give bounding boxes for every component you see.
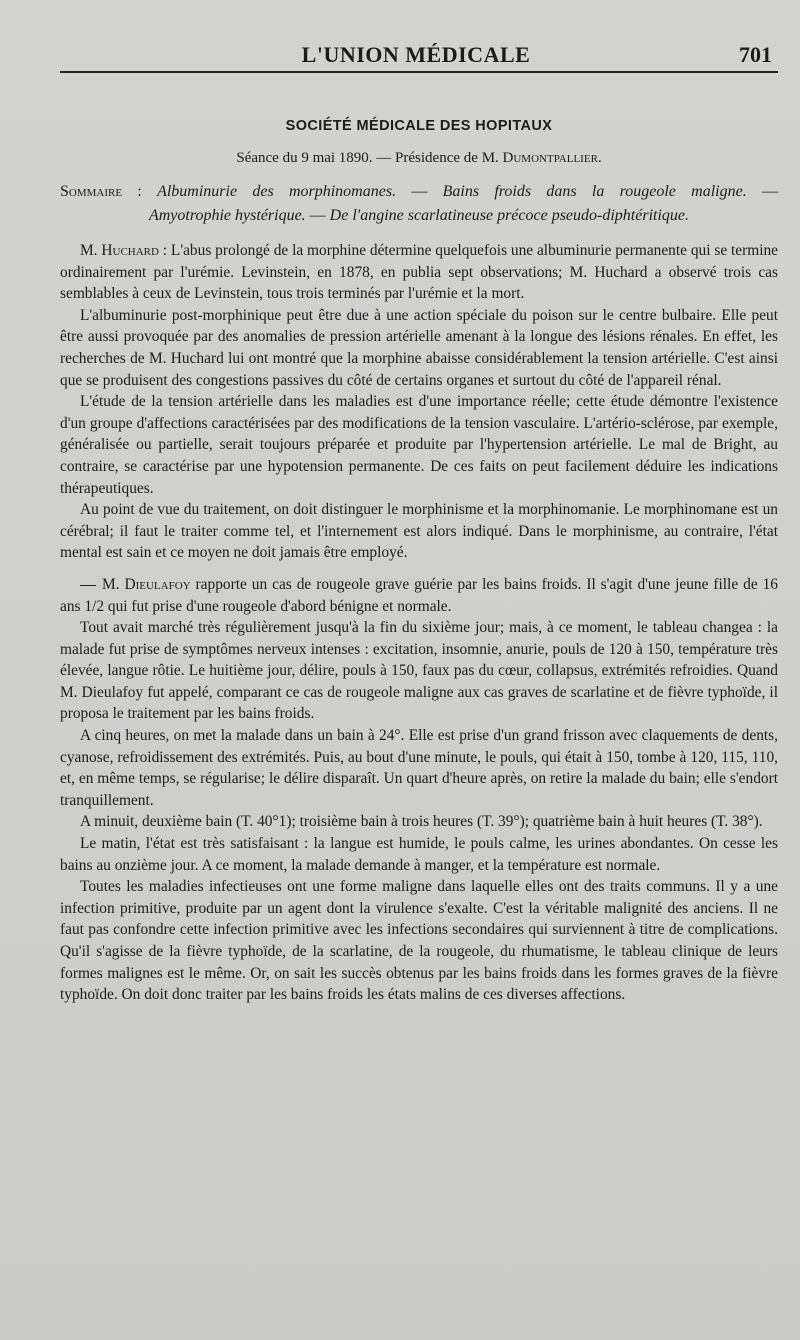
summary-dash-2: — <box>746 183 778 200</box>
paragraph-5 <box>60 574 778 617</box>
summary-block <box>60 180 778 228</box>
paragraph-6: Tout avait marché très régulièrement jusqu'à la fin du sixième jour; mais, à ce moment, le tableau changea : la malade fut prise de symptômes nerveux intenses : excitation, insomnie, anurie, pouls de 120 à 150, température très élevée, langue rôtie. Le huitième jour, délire, pouls à 150, faux pas du cœur, collapsus, extrémités refroidies. Quand M. Dieulafoy fut appelé, comparant ce cas de rougeole maligne aux cas graves de scarlatine et de fièvre typhoïde, il proposa le traitement par les bains froids. <box>60 619 778 723</box>
speaker-huchard: M. Huchard <box>80 242 159 259</box>
session-prefix: Séance du 9 mai 1890. — Présidence de M. <box>236 150 499 166</box>
paragraph-8: A minuit, deuxième bain (T. 40°1); troisième bain à trois heures (T. 39°); quatrième bain à huit heures (T. 38°). <box>80 813 763 831</box>
article-body <box>60 240 778 1006</box>
summary-dash-1: — <box>396 183 443 200</box>
summary-line-1 <box>60 180 778 204</box>
session-line <box>60 150 778 167</box>
summary-topic-2: Bains froids dans la rougeole maligne. <box>442 183 747 200</box>
summary-line-2 <box>60 204 778 228</box>
summary-topic-1: Albuminurie des morphinomanes. <box>157 183 397 200</box>
page-number: 701 <box>739 42 772 67</box>
paragraph-4: Au point de vue du traitement, on doit distinguer le morphinisme et la morphinomanie. Le morphinomane est un cérébral; il faut le traiter comme tel, et l'internement est alors indiqué. Dans le morphinisme, au contraire, l'état mental est sain et ce moyen ne doit jamais être employé. <box>60 501 778 562</box>
journal-title: L'UNION MÉDICALE <box>301 42 531 67</box>
running-head <box>60 40 772 74</box>
paragraph-5-text: rapporte un cas de rougeole grave guérie par les bains froids. Il s'agit d'une jeune fille de 16 ans 1/2 qui fut prise d'une rougeole d'abord bénigne et normale. <box>60 575 778 615</box>
paragraph-7: A cinq heures, on met la malade dans un bain à 24°. Elle est prise d'un grand frisson avec claquements de dents, cyanose, refroidissement des extrémités. Puis, au bout d'une minute, le pouls, qui était à 150, tombe à 120, 115, 110, et, en même temps, se régularise; le délire disparaît. Un quart d'heure après, on retire la malade du bain; elle s'endort tranquillement. <box>60 727 778 809</box>
paragraph-3: L'étude de la tension artérielle dans les maladies est d'une importance réelle; cette étude démontre l'existence d'un groupe d'affections caractérisées par des modifications de la tension vasculaire. L'artério-sclérose, par exemple, généralisée ou partielle, serait toujours préparée et produite par l'hypertension artérielle. Le mal de Bright, au contraire, se caractérise par une hypotension permanente. De ces faits on peut facilement déduire les indications thérapeutiques. <box>60 393 778 497</box>
paragraph-10: Toutes les maladies infectieuses ont une forme maligne dans laquelle elles ont des traits communs. Il y a une infection primitive, produite par un agent dont la virulence s'exalte. C'est la véritable malignité des anciens. Il ne faut pas confondre cette infection primitive avec les infections secondaires qui surviennent à titre de complications. Qu'il s'agisse de la fièvre typhoïde, de la scarlatine, de la rougeole, du rhumatisme, le tableau clinique de leurs formes malignes est le même. Or, on sait les succès obtenus par les bains froids dans les formes graves de la fièvre typhoïde. On doit donc traiter par les bains froids les états malins de ces diverses affections. <box>60 878 778 1004</box>
summary-topic-3: Amyotrophie hystérique. <box>148 207 306 224</box>
paragraph-9: Le matin, l'état est très satisfaisant : la langue est humide, le pouls calme, les urines abondantes. On cesse les bains au onzième jour. A ce moment, la malade demande à manger, et la température est normale. <box>60 835 778 874</box>
summary-separator: : <box>122 183 158 200</box>
summary-label: Sommaire <box>60 183 123 200</box>
header-rule <box>60 71 778 73</box>
paragraph-2: L'albuminurie post-morphinique peut être due à une action spéciale du poison sur le centre bulbaire. Elle peut être aussi provoquée par des anomalies de pression artérielle amenant à la longue des lésions rénales. En effet, les recherches de M. Huchard lui ont montré que la morphine abaisse considérablement la tension artérielle. C'est ainsi que se produisent des congestions passives du côté de certains organes et surtout du côté de l'appareil rénal. <box>60 306 778 389</box>
session-president: Dumontpallier. <box>502 150 602 166</box>
summary-topic-4: De l'angine scarlatineuse précoce pseudo-diphtéritique. <box>329 207 690 224</box>
section-title: SOCIÉTÉ MÉDICALE DES HOPITAUX <box>285 118 553 134</box>
paragraph-1-text: : L'abus prolongé de la morphine détermine quelquefois une albuminurie permanente qui se termine ordinairement par l'urémie. Levinstein, en 1878, en publia sept observations; M. Huchard a observé trois cas semblables à ceux de Levinstein, tous trois terminés par l'urémie et la mort. <box>60 242 779 303</box>
summary-dash-3: — <box>305 207 330 224</box>
dash-rule <box>80 585 96 586</box>
paragraph-1 <box>60 240 778 305</box>
speaker-dieulafoy: M. Dieulafoy <box>102 575 191 593</box>
